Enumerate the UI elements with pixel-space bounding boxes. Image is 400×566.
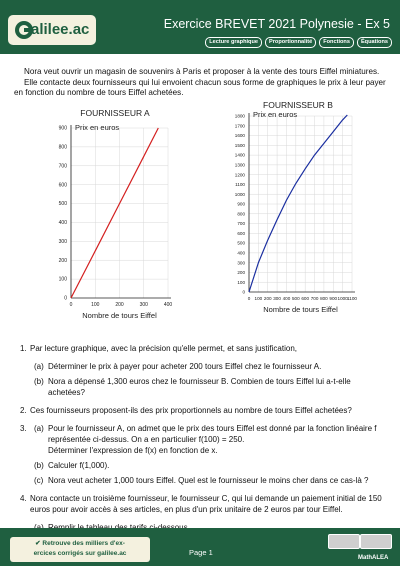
x-tick-label: 0 bbox=[69, 302, 73, 308]
intro-text bbox=[14, 67, 388, 99]
y-tick-label: 400 bbox=[237, 250, 245, 256]
chart-title: FOURNISSEUR B bbox=[263, 100, 333, 110]
questions-list bbox=[14, 343, 388, 537]
x-tick-label: 200 bbox=[115, 302, 124, 308]
y-tick-label: 900 bbox=[237, 201, 245, 207]
series-line bbox=[249, 115, 347, 292]
y-tick-label: 400 bbox=[58, 220, 67, 227]
question-number: 4. bbox=[20, 494, 27, 503]
tag-equations[interactable]: Équations bbox=[357, 37, 392, 48]
intro-paragraph-1: Nora veut ouvrir un magasin de souvenirs à Paris et proposer à la vente des tours Eiffel miniatures. bbox=[24, 67, 380, 76]
x-tick-label: 900 bbox=[329, 296, 338, 301]
sub-text: Pour le fournisseur A, on admet que le prix des tours Eiffel est donné par la fonction linéaire f bbox=[48, 424, 377, 433]
y-tick-label: 700 bbox=[58, 163, 67, 170]
x-tick-label: 300 bbox=[273, 296, 281, 301]
question-number: 2. bbox=[20, 406, 27, 415]
sub-label: (b) bbox=[34, 461, 44, 470]
mathalea-brand: MathALEA bbox=[358, 555, 389, 561]
tag-fonctions[interactable]: Fonctions bbox=[319, 37, 354, 48]
y-tick-label: 700 bbox=[237, 221, 245, 227]
header-bar bbox=[0, 0, 400, 54]
x-axis-label: Nombre de tours Eiffel bbox=[82, 311, 157, 320]
y-tick-label: 1000 bbox=[234, 191, 245, 197]
question-text: Par lecture graphique, avec la précision qu'elle permet, et sans justification, bbox=[30, 344, 298, 353]
x-tick-label: 800 bbox=[320, 296, 328, 301]
y-tick-label: 500 bbox=[237, 240, 245, 246]
y-tick-label: 1800 bbox=[234, 113, 245, 119]
x-tick-label: 100 bbox=[91, 302, 100, 308]
x-axis-label: Nombre de tours Eiffel bbox=[263, 305, 338, 314]
y-tick-label: 1100 bbox=[235, 182, 245, 188]
sub-text: Déterminer le prix à payer pour acheter 200 tours Eiffel chez le fournisseur A. bbox=[48, 362, 322, 371]
y-axis-label: Prix en euros bbox=[75, 123, 120, 132]
question-3a bbox=[14, 423, 388, 456]
y-tick-label: 1500 bbox=[234, 142, 245, 148]
question-2 bbox=[14, 405, 388, 416]
y-axis-label: Prix en euros bbox=[253, 110, 298, 119]
question-text: Nora contacte un troisième fournisseur, le fournisseur C, qui lui demande un paiement initial de 150 euros pour avoir accès à ses articles, en plus d'un prix unitaire de 2 euros par tour Eiffel. bbox=[30, 494, 382, 514]
intro-paragraph-2: Elle contacte deux fournisseurs qui lui envoient chacun sous forme de graphiques le prix à leur payer en fonction du nombre de tours Eiffel achetées. bbox=[14, 77, 386, 97]
sub-text: Calculer f(1,000). bbox=[48, 461, 110, 470]
question-1 bbox=[14, 343, 388, 354]
promo-line-1: ✔ Retrouve des milliers d'ex- bbox=[35, 540, 125, 547]
y-tick-label: 500 bbox=[58, 201, 67, 208]
y-tick-label: 100 bbox=[237, 279, 245, 285]
x-tick-label: 600 bbox=[301, 296, 310, 301]
x-tick-label: 500 bbox=[291, 296, 300, 301]
y-tick-label: 900 bbox=[58, 125, 67, 132]
y-tick-label: 300 bbox=[58, 238, 67, 245]
x-tick-label: 400 bbox=[163, 302, 173, 308]
question-number: 3. bbox=[20, 424, 27, 433]
sub-label: (a) bbox=[34, 362, 44, 371]
exercise-title: Exercice BREVET 2021 Polynesie - Ex 5 bbox=[163, 17, 390, 31]
logo-text: alilee.ac bbox=[31, 21, 90, 38]
sub-label: (c) bbox=[34, 476, 44, 485]
promo-line-2: ercices corrigés sur galilee.ac bbox=[33, 550, 127, 557]
creative-commons-by-icon bbox=[360, 534, 392, 549]
question-1a bbox=[14, 361, 388, 372]
tag-lecture-graphique[interactable]: Lecture graphique bbox=[205, 37, 262, 48]
question-number: 1. bbox=[20, 344, 27, 353]
x-tick-label: 1000 bbox=[337, 296, 348, 301]
x-tick-label: 300 bbox=[139, 302, 148, 308]
sub-text: Nora a dépensé 1,300 euros chez le fournisseur B. Combien de tours Eiffel lui a-t-elle achetées? bbox=[48, 377, 351, 397]
x-tick-label: 100 bbox=[254, 296, 263, 301]
y-tick-label: 600 bbox=[237, 230, 245, 236]
y-tick-label: 1300 bbox=[234, 162, 245, 168]
y-tick-label: 1200 bbox=[234, 172, 245, 178]
x-tick-label: 700 bbox=[310, 296, 319, 301]
chart-fournisseur-b bbox=[232, 100, 362, 330]
sub-text: Nora veut acheter 1,000 tours Eiffel. Quel est le fournisseur le moins cher dans ce cas-là ? bbox=[48, 476, 369, 485]
y-tick-label: 800 bbox=[237, 211, 245, 217]
sub-label: (a) bbox=[34, 424, 44, 433]
y-tick-label: 1400 bbox=[234, 152, 245, 158]
question-3b bbox=[14, 460, 388, 471]
y-tick-label: 200 bbox=[237, 270, 245, 276]
promo-text: Retrouve des milliers d'ex- bbox=[42, 540, 125, 547]
question-4 bbox=[14, 493, 388, 515]
promo-box[interactable] bbox=[10, 537, 150, 562]
y-tick-label: 1700 bbox=[234, 123, 245, 129]
y-tick-label: 200 bbox=[58, 257, 67, 264]
origin-label: 0 bbox=[64, 295, 67, 302]
chart-title: FOURNISSEUR A bbox=[80, 108, 150, 118]
y-tick-label: 300 bbox=[237, 260, 245, 266]
tag-proportionnalite[interactable]: Proportionnalité bbox=[265, 37, 316, 48]
x-tick-label: 0 bbox=[247, 296, 251, 301]
y-tick-label: 600 bbox=[58, 182, 67, 189]
tag-list bbox=[205, 37, 392, 48]
question-text: Ces fournisseurs proposent-ils des prix proportionnels au nombre de tours Eiffel achetées? bbox=[30, 406, 352, 415]
footer-bar bbox=[0, 528, 400, 566]
sub-label: (b) bbox=[34, 377, 44, 386]
y-tick-label: 1600 bbox=[234, 133, 245, 139]
sub-text: représentée ci-dessus. On a en particulier f(100) = 250. bbox=[48, 435, 245, 444]
sub-text: Déterminer l'expression de f(x) en fonction de x. bbox=[48, 446, 218, 455]
creative-commons-icon bbox=[328, 534, 360, 549]
question-1b bbox=[14, 376, 388, 398]
y-tick-label: 100 bbox=[58, 276, 67, 283]
x-tick-label: 400 bbox=[282, 296, 291, 301]
x-tick-label: 1100 bbox=[347, 296, 357, 301]
chart-fournisseur-a bbox=[55, 108, 180, 320]
galilee-logo[interactable] bbox=[8, 15, 96, 45]
x-tick-label: 200 bbox=[263, 296, 272, 301]
origin-label: 0 bbox=[242, 289, 245, 295]
question-3c bbox=[14, 475, 388, 486]
y-tick-label: 800 bbox=[58, 144, 67, 151]
page-number: Page 1 bbox=[189, 548, 213, 557]
series-line bbox=[71, 128, 158, 298]
